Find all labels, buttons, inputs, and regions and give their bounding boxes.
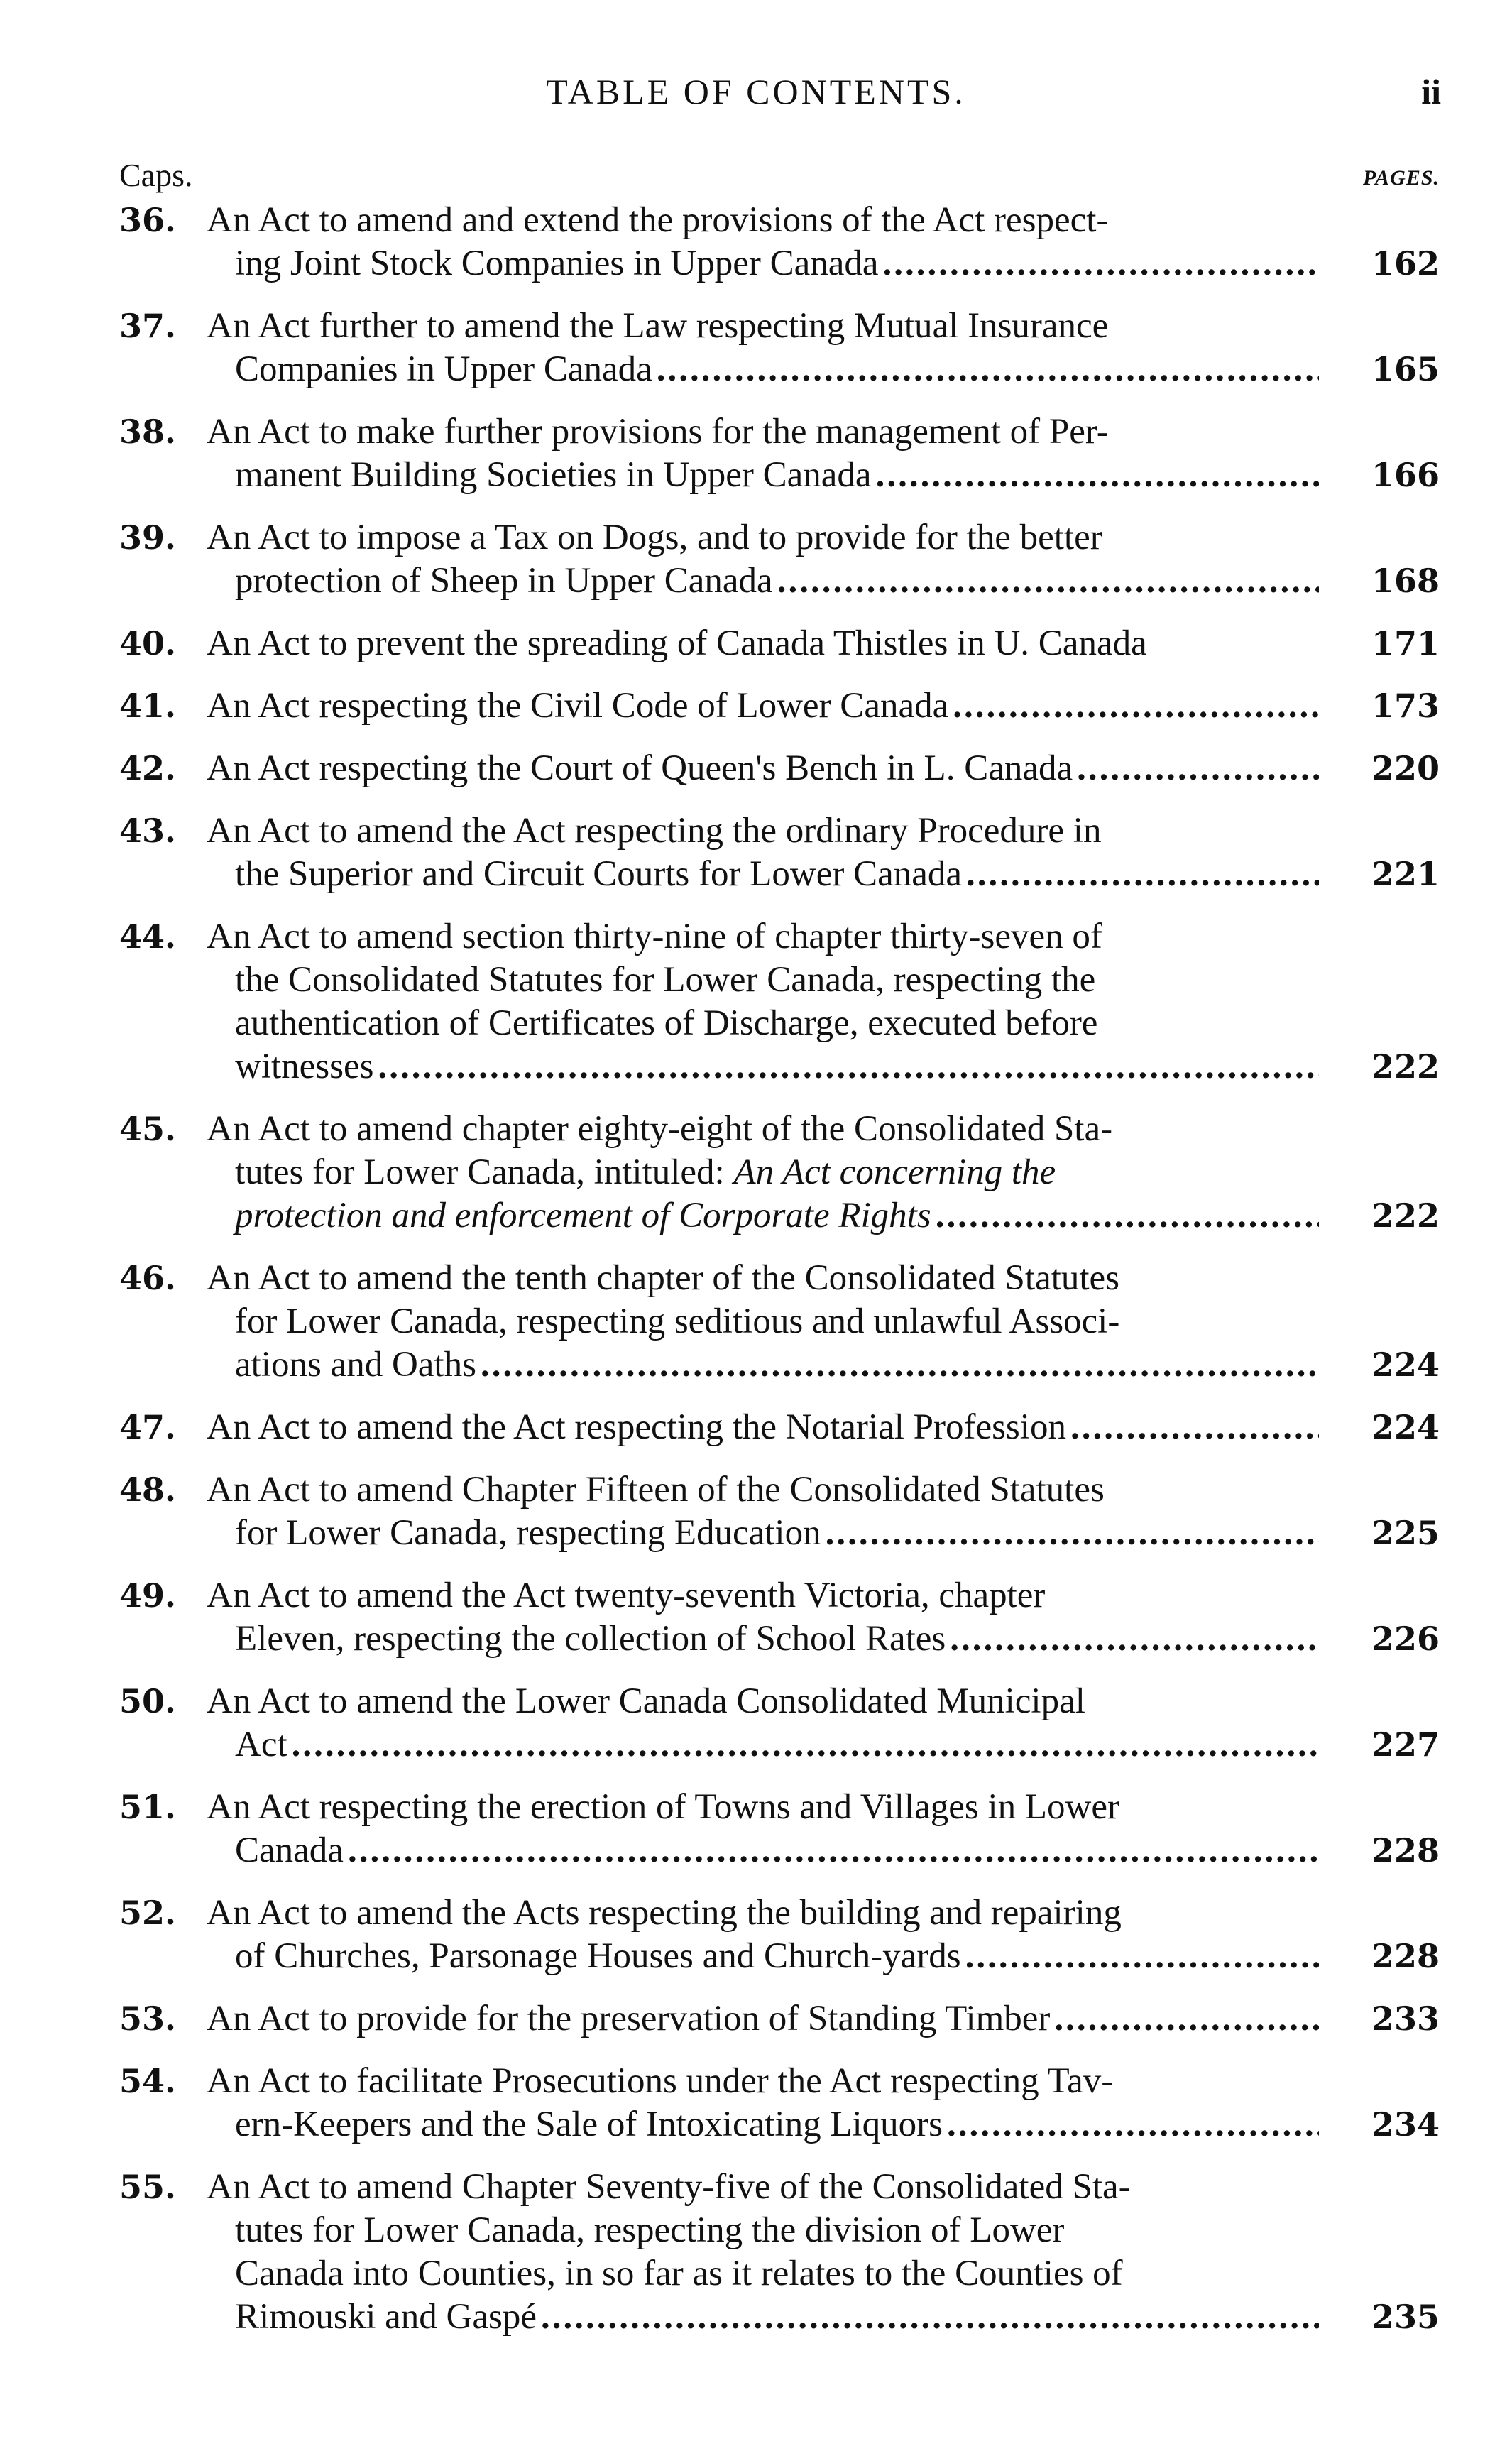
contents-entry: [119, 809, 1440, 896]
column-headings: [119, 156, 1440, 199]
chapter-number: 45.: [119, 1110, 177, 1148]
entry-line: authentication of Certificates of Discharge, executed before: [235, 1003, 1098, 1043]
entry-line: An Act to amend Chapter Seventy-five of the Consolidated Sta-: [207, 2167, 1131, 2207]
contents-entry: [119, 1997, 1440, 2041]
dot-leader: [931, 1194, 1319, 1238]
dot-leader: [948, 684, 1319, 728]
entry-line: An Act to amend the tenth chapter of the Consolidated Statutes: [207, 1258, 1120, 1298]
contents-entry: [119, 516, 1440, 603]
dot-leader: [1050, 1997, 1319, 2041]
contents-entry: [119, 1257, 1440, 1387]
dot-leader: [962, 853, 1319, 896]
contents-entry: [119, 1574, 1440, 1661]
chapter-number: 40.: [119, 624, 177, 662]
chapter-number: 47.: [119, 1408, 177, 1446]
entry-line: An Act to amend the Act twenty-seventh Victoria, chapter: [207, 1576, 1046, 1615]
chapter-number: 37.: [119, 307, 177, 345]
page-number: ii: [1421, 72, 1441, 111]
dot-leader: [287, 1723, 1319, 1767]
dot-leader: [537, 2296, 1319, 2339]
entry-line: for Lower Canada, respecting Education: [235, 1513, 821, 1553]
dot-leader: [373, 1045, 1319, 1088]
page-ref: 224: [1371, 1408, 1440, 1446]
contents-entry: [119, 2166, 1440, 2339]
pages-heading: PAGES.: [1363, 166, 1440, 190]
page-ref: 227: [1371, 1725, 1440, 1764]
contents-entry: [119, 1892, 1440, 1978]
entry-line: tutes for Lower Canada, intituled:: [235, 1152, 725, 1192]
entry-line: An Act to impose a Tax on Dogs, and to provide for the better: [207, 518, 1102, 557]
dot-leader: [946, 1617, 1319, 1661]
entry-line: An Act to prevent the spreading of Canada Thistles in U. Canada: [207, 623, 1147, 663]
chapter-number: 44.: [119, 917, 177, 956]
dot-leader: [1066, 1406, 1319, 1449]
page-ref: 166: [1371, 456, 1440, 494]
contents-entry: [119, 1680, 1440, 1767]
contents-list: [119, 199, 1440, 2358]
entry-line: Rimouski and Gaspé: [235, 2297, 537, 2337]
entry-line: An Act respecting the Civil Code of Lower Canada: [207, 686, 949, 726]
entry-line: An Act respecting the Court of Queen's Bench in L. Canada: [207, 748, 1073, 788]
entry-line: An Act to amend the Act respecting the ordinary Procedure in: [207, 811, 1102, 851]
entry-line: the Superior and Circuit Courts for Lower Canada: [235, 854, 962, 894]
entry-line: An Act to amend section thirty-nine of chapter thirty-seven of: [207, 917, 1102, 956]
chapter-number: 49.: [119, 1576, 177, 1615]
contents-entry: [119, 1108, 1440, 1238]
chapter-number: 41.: [119, 687, 177, 725]
chapter-number: 48.: [119, 1470, 177, 1509]
contents-entry: [119, 305, 1440, 391]
entry-line: ing Joint Stock Companies in Upper Canada: [235, 244, 879, 283]
entry-line: Canada into Counties, in so far as it relates to the Counties of: [235, 2254, 1123, 2293]
chapter-number: 36.: [119, 201, 177, 239]
dot-leader: [943, 2103, 1319, 2146]
dot-leader: [773, 560, 1319, 603]
page-ref: 222: [1371, 1047, 1440, 1086]
chapter-number: 38.: [119, 413, 177, 451]
page-ref: 225: [1371, 1514, 1440, 1552]
dot-leader: [879, 242, 1319, 285]
chapter-number: 46.: [119, 1259, 177, 1297]
chapter-number: 53.: [119, 1999, 177, 2038]
entry-line: An Act to amend Chapter Fifteen of the Consolidated Statutes: [207, 1470, 1105, 1510]
page-ref: 228: [1371, 1831, 1440, 1870]
contents-entry: [119, 1406, 1440, 1449]
entry-line: An Act to amend the Acts respecting the building and repairing: [207, 1893, 1122, 1933]
entry-line: witnesses: [235, 1047, 374, 1086]
contents-entry: [119, 410, 1440, 497]
entry-line: An Act to provide for the preservation of Standing Timber: [207, 1999, 1051, 2039]
dot-leader: [652, 348, 1319, 391]
italic-title: An Act concerning the: [733, 1152, 1056, 1192]
page-ref: 162: [1371, 244, 1440, 283]
entry-line: for Lower Canada, respecting seditious and unlawful Associ-: [235, 1301, 1120, 1341]
page-ref: 224: [1371, 1346, 1440, 1384]
contents-entry: [119, 747, 1440, 790]
entry-line: An Act respecting the erection of Towns and Villages in Lower: [207, 1787, 1119, 1827]
entry-line: Eleven, respecting the collection of School Rates: [235, 1619, 946, 1659]
entry-line: the Consolidated Statutes for Lower Canada, respecting the: [235, 960, 1096, 1000]
chapter-number: 50.: [119, 1682, 177, 1720]
entry-line: protection of Sheep in Upper Canada: [235, 561, 773, 601]
dot-leader: [1073, 747, 1319, 790]
contents-entry: [119, 2060, 1440, 2146]
entry-line: ations and Oaths: [235, 1345, 476, 1385]
chapter-number: 43.: [119, 812, 177, 850]
page-header: [0, 71, 1512, 128]
entry-line: Act: [235, 1725, 287, 1764]
page-ref: 233: [1371, 1999, 1440, 2038]
dot-leader: [961, 1935, 1319, 1978]
contents-entry: [119, 915, 1440, 1088]
entry-line: An Act to amend chapter eighty-eight of the Consolidated Sta-: [207, 1109, 1113, 1149]
contents-entry: [119, 199, 1440, 285]
entry-line: tutes for Lower Canada, respecting the division of Lower: [235, 2210, 1065, 2250]
chapter-number: 55.: [119, 2168, 177, 2206]
page-ref: 165: [1371, 350, 1440, 388]
entry-line: An Act to facilitate Prosecutions under the Act respecting Tav-: [207, 2061, 1114, 2101]
entry-line: An Act further to amend the Law respecting Mutual Insurance: [207, 306, 1109, 346]
entry-line: An Act to amend and extend the provisions of the Act respect-: [207, 200, 1109, 240]
contents-entry: [119, 1786, 1440, 1872]
entry-line: of Churches, Parsonage Houses and Church-yards: [235, 1936, 961, 1976]
entry-line: An Act to amend the Lower Canada Consolidated Municipal: [207, 1681, 1085, 1721]
contents-entry: [119, 684, 1440, 728]
dot-leader: [476, 1343, 1319, 1387]
page-ref: 173: [1371, 687, 1440, 725]
page-ref: 226: [1371, 1620, 1440, 1658]
dot-leader: [821, 1512, 1319, 1555]
entry-line: An Act to amend the Act respecting the Notarial Profession: [207, 1407, 1066, 1447]
page-title: TABLE OF CONTENTS.: [546, 72, 966, 111]
page-ref: 220: [1371, 749, 1440, 787]
page-ref: 171: [1371, 624, 1440, 662]
chapter-number: 51.: [119, 1788, 177, 1826]
chapter-number: 39.: [119, 518, 177, 557]
entry-line: ern-Keepers and the Sale of Intoxicating Liquors: [235, 2105, 943, 2144]
italic-title: protection and enforcement of Corporate Rights: [235, 1196, 931, 1235]
dot-leader: [872, 454, 1319, 497]
page-ref: 228: [1371, 1937, 1440, 1975]
dot-leader: [344, 1829, 1319, 1872]
chapter-number: 52.: [119, 1894, 177, 1932]
chapter-number: 54.: [119, 2062, 177, 2100]
page-ref: 221: [1371, 855, 1440, 893]
chapter-number: 42.: [119, 749, 177, 787]
entry-line: Companies in Upper Canada: [235, 349, 652, 389]
caps-heading: Caps.: [119, 157, 193, 193]
contents-entry: [119, 622, 1440, 665]
page-ref: 168: [1371, 562, 1440, 600]
page-ref: 235: [1371, 2298, 1440, 2336]
page-ref: 222: [1371, 1196, 1440, 1235]
entry-line: Canada: [235, 1830, 344, 1870]
entry-line: manent Building Societies in Upper Canada: [235, 455, 872, 495]
contents-entry: [119, 1468, 1440, 1555]
page-ref: 234: [1371, 2105, 1440, 2144]
entry-line: An Act to make further provisions for the management of Per-: [207, 412, 1109, 452]
